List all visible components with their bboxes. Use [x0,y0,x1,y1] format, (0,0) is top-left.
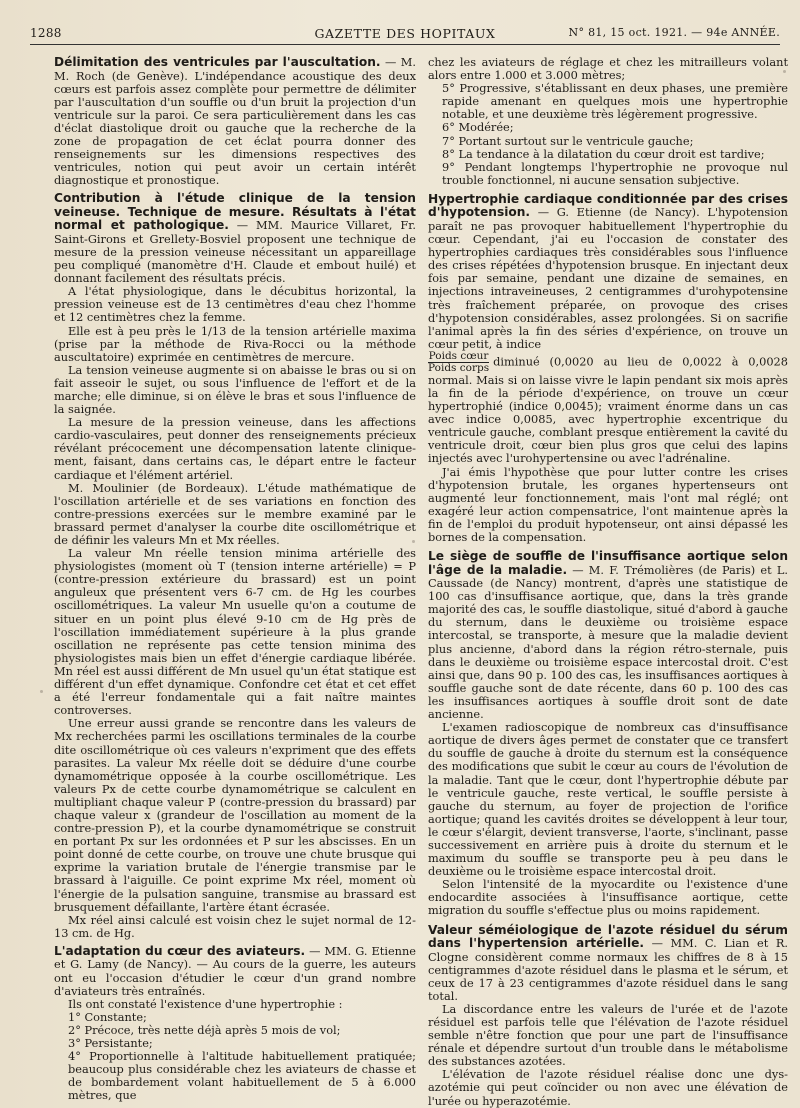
article-text: — MM. C. Lian et R. Clogne considèrent comme normaux les chiffres de 8 à 15 centigrammes d'azote résiduel dans le plasma et le sérum, et ceux de 17 à 23 centigrammes d'azote résiduel dans le sang total. [428,936,788,1003]
weight-fraction [428,351,489,374]
article-title: Valeur séméiologique de l'azote résiduel du sérum dans l'hypertension artérielle. [428,922,788,951]
hypertrophy-list-continued [428,82,788,187]
paragraph: L'examen radioscopique de nombreux cas d'insuffisance aortique de divers âges permet de constater que ce transfert du souffle de gauche à droite du sternum est la conséquence des modifications que subit le cœur au cours de l'évolution de la maladie. Tant que le cœur, dont l'hypertrophie débute par le ventricule gauche, reste vertical, le souffle persiste à gauche du sternum, au foyer de projection de l'orifice aortique; quand les cavités droites se développent à leur tour, le cœur s'élargit, devient transverse, l'aorte, s'inclinant, passe successivement en arrière puis à droite du sternum et le maximum du souffle se transporte peu à peu dans le deuxième ou le troisième espace intercostal droit. [428,720,788,879]
list-item: 6° Modérée; [442,120,514,135]
list-item: 3° Persistante; [68,1035,153,1050]
article-title: Le siège de souffle de l'insuffisance aortique selon l'âge de la maladie. [428,549,788,577]
paper-speck [412,540,415,543]
paragraph: M. Moulinier (de Bordeaux). L'étude mathématique de l'oscillation artérielle et de ses variations en fonction des contre-pressions exercées sur le membre examiné par le brassard permet d'analyser la courbe dite oscillométrique et de définir les valeurs Mn et Mx réelles. [54,480,416,547]
article-title: Contribution à l'étude clinique de la tension veineuse. Technique de mesure. Résultats à l'état normal et pathologique. [54,191,416,233]
article-title: L'adaptation du cœur des aviateurs. [54,943,306,958]
page-number: 1288 [30,26,62,40]
paragraph: La valeur Mn réelle tension minima artérielle des physiologistes (moment où T (tension interne artérielle) = P (contre-pression extérieure du brassard) est un point anguleux que présentent vers 6-7 cm. de Hg les courbes oscillométriques. La valeur Mn usuelle qu'on a coutume de situer en un point plus élevé 9-10 cm de Hg près de l'oscillation immédiatement supérieure à la plus grande oscillation ne représente pas cette tension minima des physiologistes mais bien un effet d'énergie cardiaque libérée. Mn réel est aussi différent de Mn usuel qu'un état statique est différent d'un effet dynamique. Confondre cet état et cet effet a été l'erreur fondamentale qui a fait naître maintes controverses. [54,546,416,718]
article-text: — MM. Maurice Villaret, Fr. Saint-Girons et Grellety-Bosviel proposent une technique de mesure de la pression veineuse nécessitant un appareillage peu compliqué (manomètre d'H. Claude et embout huilé) et donnant facilement des résultats précis. [54,218,416,286]
article-text: diminué (0,0020 au lieu de 0,0022 à 0,0028 normal. Mais si on laisse vivre le lapin pendant six mois après la fin de la période d'expérience, on trouve un cœur hypertrophié (indice 0,0045); vraiment énorme dans un cas avec indice 0,0085, avec hypertrophie excentrique du ventricule gauche, comblant presque entièrement la cavité du ventricule droit, cœur bien plus gros que celui des lapins injectés avec l'urohypertensine ou avec l'adrénaline. [428,354,788,466]
running-header [30,22,780,42]
list-item: 7° Portant surtout sur le ventricule gauche; [442,133,694,148]
list-item: 2° Précoce, très nette déjà après 5 mois de vol; [68,1022,341,1037]
paragraph: A l'état physiologique, dans le décubitus horizontal, la pression veineuse est de 13 centimètres d'eau chez l'homme et 12 centimètres chez la femme. [54,284,416,325]
paragraph: Selon l'intensité de la myocardite ou l'existence d'une endocardite associées à l'insuffisance aortique, cette migration du souffle s'effectue plus ou moins rapidement. [428,877,788,918]
hypertrophy-list [54,1011,416,1103]
paper-speck [783,70,786,73]
paragraph: Ils ont constaté l'existence d'une hypertrophie : [68,996,343,1011]
paragraph [428,351,788,466]
article-text: — MM. G. Etienne et G. Lamy (de Nancy). — Au cours de la guerre, les auteurs ont eu l'occasion d'étudier le cœur d'un grand nombre d'aviateurs très entraînés. [54,943,416,998]
paragraph: La discordance entre les valeurs de l'urée et de l'azote résiduel est parfois telle que l'élévation de l'azote résiduel semble n'être fonction que pour une part de l'insuffisance rénale et dépendre surtout d'un trouble dans le métabolisme des substances azotées. [428,1001,788,1069]
article-text: — M. M. Roch (de Genève). L'indépendance acoustique des deux cœurs est parfois assez complète pour permettre de délimiter par l'auscultation d'un souffle ou d'un bruit la projection d'un ventricule sur la paroi. Ce sera particulièrement dans les cas d'éclat diastolique droit ou gauche que la recherche de la zone de propagation de cet éclat pourra donner des renseignements sur les dimensions respectives des ventricules, notion qui peut avoir un certain intérêt diagnostique et pronostique. [54,55,416,188]
fraction-denominator: Poids corps [428,361,490,374]
paragraph: La mesure de la pression veineuse, dans les affections cardio-vasculaires, peut donner des renseignements précieux révélant précocement une décompensation latente clinique-ment, faisant, dans certains cas, le départ entre le facteur cardiaque et l'élément artériel. [54,415,416,482]
paragraph: Mx réel ainsi calculé est voisin chez le sujet normal de 12-13 cm. de Hg. [54,912,416,940]
list-item: 5° Progressive, s'établissant en deux phases, une première rapide amenant en quelques mois une hypertrophie notable, et une deuxième très légèrement progressive. [442,81,788,122]
list-item: 8° La tendance à la dilatation du cœur droit est tardive; [442,146,765,161]
paragraph: La tension veineuse augmente si on abaisse le bras ou si on fait asseoir le sujet, ou sous l'influence de l'effort et de la marche; elle diminue, si on élève le bras et sous l'influence de la saignée. [54,362,416,417]
list-item: 9° Pendant longtemps l'hypertrophie ne provoque nul trouble fonctionnel, ni aucune sensation subjective. [442,159,788,187]
header-rule [30,44,780,45]
article-text: — M. F. Trémolières (de Paris) et L. Caussade (de Nancy) montrent, d'après une statistique de 100 cas d'insuffisance aortique, que, dans la très grande majorité des cas, le souffle diastolique, situé d'abord à gauche du sternum, dans le deuxième ou troisième espace intercostal, se transporte, à mesure que la maladie devient plus ancienne, d'abord dans la région rétro-sternale, puis dans le deuxième ou troisième espace intercostal droit. C'est ainsi que, dans 90 p. 100 des cas, les insuffisances aortiques à souffle gauche sont de date récente, dans 60 p. 100 des cas les insuffisances aortiques à souffle droit sont de date ancienne. [428,562,788,722]
paragraph: chez les aviateurs de réglage et chez les mitrailleurs volant alors entre 1.000 et 3.000 mètres; [428,55,788,83]
article-text: — G. Etienne (de Nancy). L'hypotension paraît ne pas provoquer habituellement l'hypertrophie du cœur. Cependant, j'ai eu l'occasion de constater des hypertrophies cardiaques très considérables sous l'influence des crises répétées d'hypotension brusque. En injectant deux fois par semaine, pendant une dizaine de semaines, en injections intraveineuses, 2 centigrammes d'urohypotensine très fraîchement préparée, on provoque des crises d'hypotension considérables, assez prolongées. Si on sacrifie l'animal après la fin des séries d'expérience, on trouve un cœur petit, à indice [428,205,788,351]
paragraph: Elle est à peu près le 1/13 de la tension artérielle maxima (prise par la méthode de Riva-Rocci ou la méthode auscultatoire) exprimée en centimètres de mercure. [54,323,416,364]
paragraph: Une erreur aussi grande se rencontre dans les valeurs de Mx recherchées parmi les oscillations terminales de la courbe dite oscillométrique où ces valeurs n'expriment que des effets parasites. La valeur Mx réelle doit se déduire d'une courbe dynamométrique opposée à la courbe oscillométrique. Les valeurs Px de cette courbe dynamométrique se calculent en multipliant chaque valeur P (contre-pression du brassard) par chaque valeur x (grandeur de l'oscillation au moment de la contre-pression P), et la courbe dynamométrique se construit en portant Px sur les ordonnées et P sur les abscisses. En un point donné de cette courbe, on trouve une chute brusque qui exprime la variation brutale de l'énergie transmise par le brassard à l'aiguille. Ce point exprime Mx réel, moment où l'énergie de la pulsation sanguine, transmise au brassard est brusquement défaillante, l'artère étant écrasée. [54,716,416,914]
left-column [54,56,416,1102]
right-column [428,56,788,1108]
article-title: Hypertrophie cardiaque conditionnée par des crises d'hypotension. [428,191,788,220]
paper-speck [40,690,43,693]
article-title: Délimitation des ventricules par l'auscultation. [54,55,381,69]
issue-info: N° 81, 15 oct. 1921. — 94e ANNÉE. [568,26,780,39]
paragraph: L'élévation de l'azote résiduel réalise donc une dys-azotémie qui peut coïncider ou non avec une élévation de l'urée ou hyperazotémie. [428,1067,788,1108]
journal-title: GAZETTE DES HOPITAUX [314,26,496,41]
list-item: 1° Constante; [68,1009,147,1024]
paragraph: J'ai émis l'hypothèse que pour lutter contre les crises d'hypotension brutale, les organes hypertenseurs ont augmenté leur fonctionnement, mais l'ont mal réglé; ont exagéré leur action compensatrice, l'ont maintenue après la fin de l'emploi du produit hypotenseur, ont ainsi dépassé les bornes de la compensation. [428,464,788,544]
fraction-numerator: Poids cœur [428,349,489,362]
list-item: 4° Proportionnelle à l'altitude habituellement pratiquée; beaucoup plus considérable chez les aviateurs de chasse et de bombardement volant habituellement de 5 à 6.000 mètres, que [68,1049,416,1103]
